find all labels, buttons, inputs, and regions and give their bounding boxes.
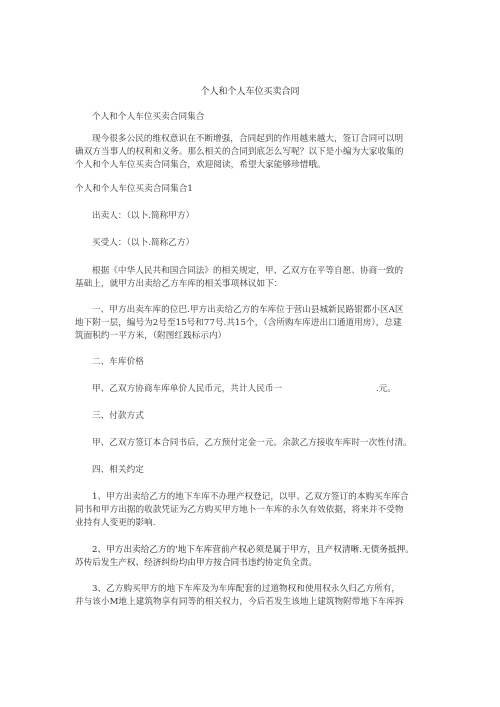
buyer-line: 买受人：（以卜.简称乙方） [92,238,195,248]
price-heading: 二、车库价格 [92,357,144,367]
agreement2-line-1: 2、甲方出卖给乙方的'地下车库营前产权必须是属于甲方，且产权清晰.无债务抵押。 [92,545,414,555]
price-text-b: .元。 [376,384,397,394]
price-text-a: 甲、乙双方协商车库单价人民币元，共计人民币一 [92,384,283,394]
clause1-line-2: 地下附一层，编号为2号至15号和77号.共15个，（含所购车库进出口通道用房），总建 [75,318,402,328]
document-subtitle: 个人和个人车位买卖合同集合 [92,112,205,122]
clause1-line-3: 筑面积约一平方米，（附图红践标示内） [75,331,227,341]
intro-line-1: 现今很多公民的维权意识在不断增强，合同起到的作用越来越大，签订合同可以明 [92,134,404,144]
agreement1-line-1: 1、甲方出卖给乙方的地下车库不办理产权登记，以甲、乙双方签订的本购买车库合 [92,492,409,502]
basis-line-2: 基础上，就甲方出卖给乙方车库的相关事项林议如下： [75,279,283,289]
agreement1-line-2: 同书和甲方出据的收款凭证为乙方购买甲方地卜一车库的永久有效依据，将来并不受物 [75,505,404,515]
clause1-line-1: 一、甲方出卖车库的位巴.甲方出卖给乙方的车库位于营山县城新民路银都小区A区 [92,305,404,315]
intro-line-3: 个人和个人车位买卖合同集合，欢迎阅读，希望大家能够珍惜哦。 [75,160,326,170]
basis-line-1: 根据《中华人民共和国合同法》的相关规定，甲、乙双方在平等自愿、协商一致的 [92,266,404,276]
payment-text: 甲、乙双方签订本合同书后，乙方预付定金一元。余款乙方接收车库时一次性付清。 [92,438,412,448]
document-title: 个人和个人车位买卖合同 [200,87,300,97]
agreement2-line-2: 苏传后发生产权、经济纠纷均由甲方按合同书违约协定负全责。 [75,558,318,568]
payment-heading: 三、付款方式 [92,411,144,421]
intro-line-2: 确双方当事人的权利和义务。那么相关的合同到底怎么写呢？以下是小编为大家收集的 [75,147,404,157]
agreement3-line-1: 3、乙方购买甲方的地下车库及为车库配套的过道物权和使用权永久归乙方所有， [92,584,401,594]
agreement1-line-3: 业持有人变更的影响. [75,518,156,528]
agreement3-line-2: 并与该小M地上建筑物享有同等的相关权力，今后若发生该地上建筑物附带地下车库拆 [75,597,404,607]
seller-line: 出卖人：（以卜.简称甲方） [92,211,195,221]
agreement-heading: 四、相关约定 [92,465,144,475]
section-heading: 个人和个人车位买卖合同集合1 [75,184,193,194]
